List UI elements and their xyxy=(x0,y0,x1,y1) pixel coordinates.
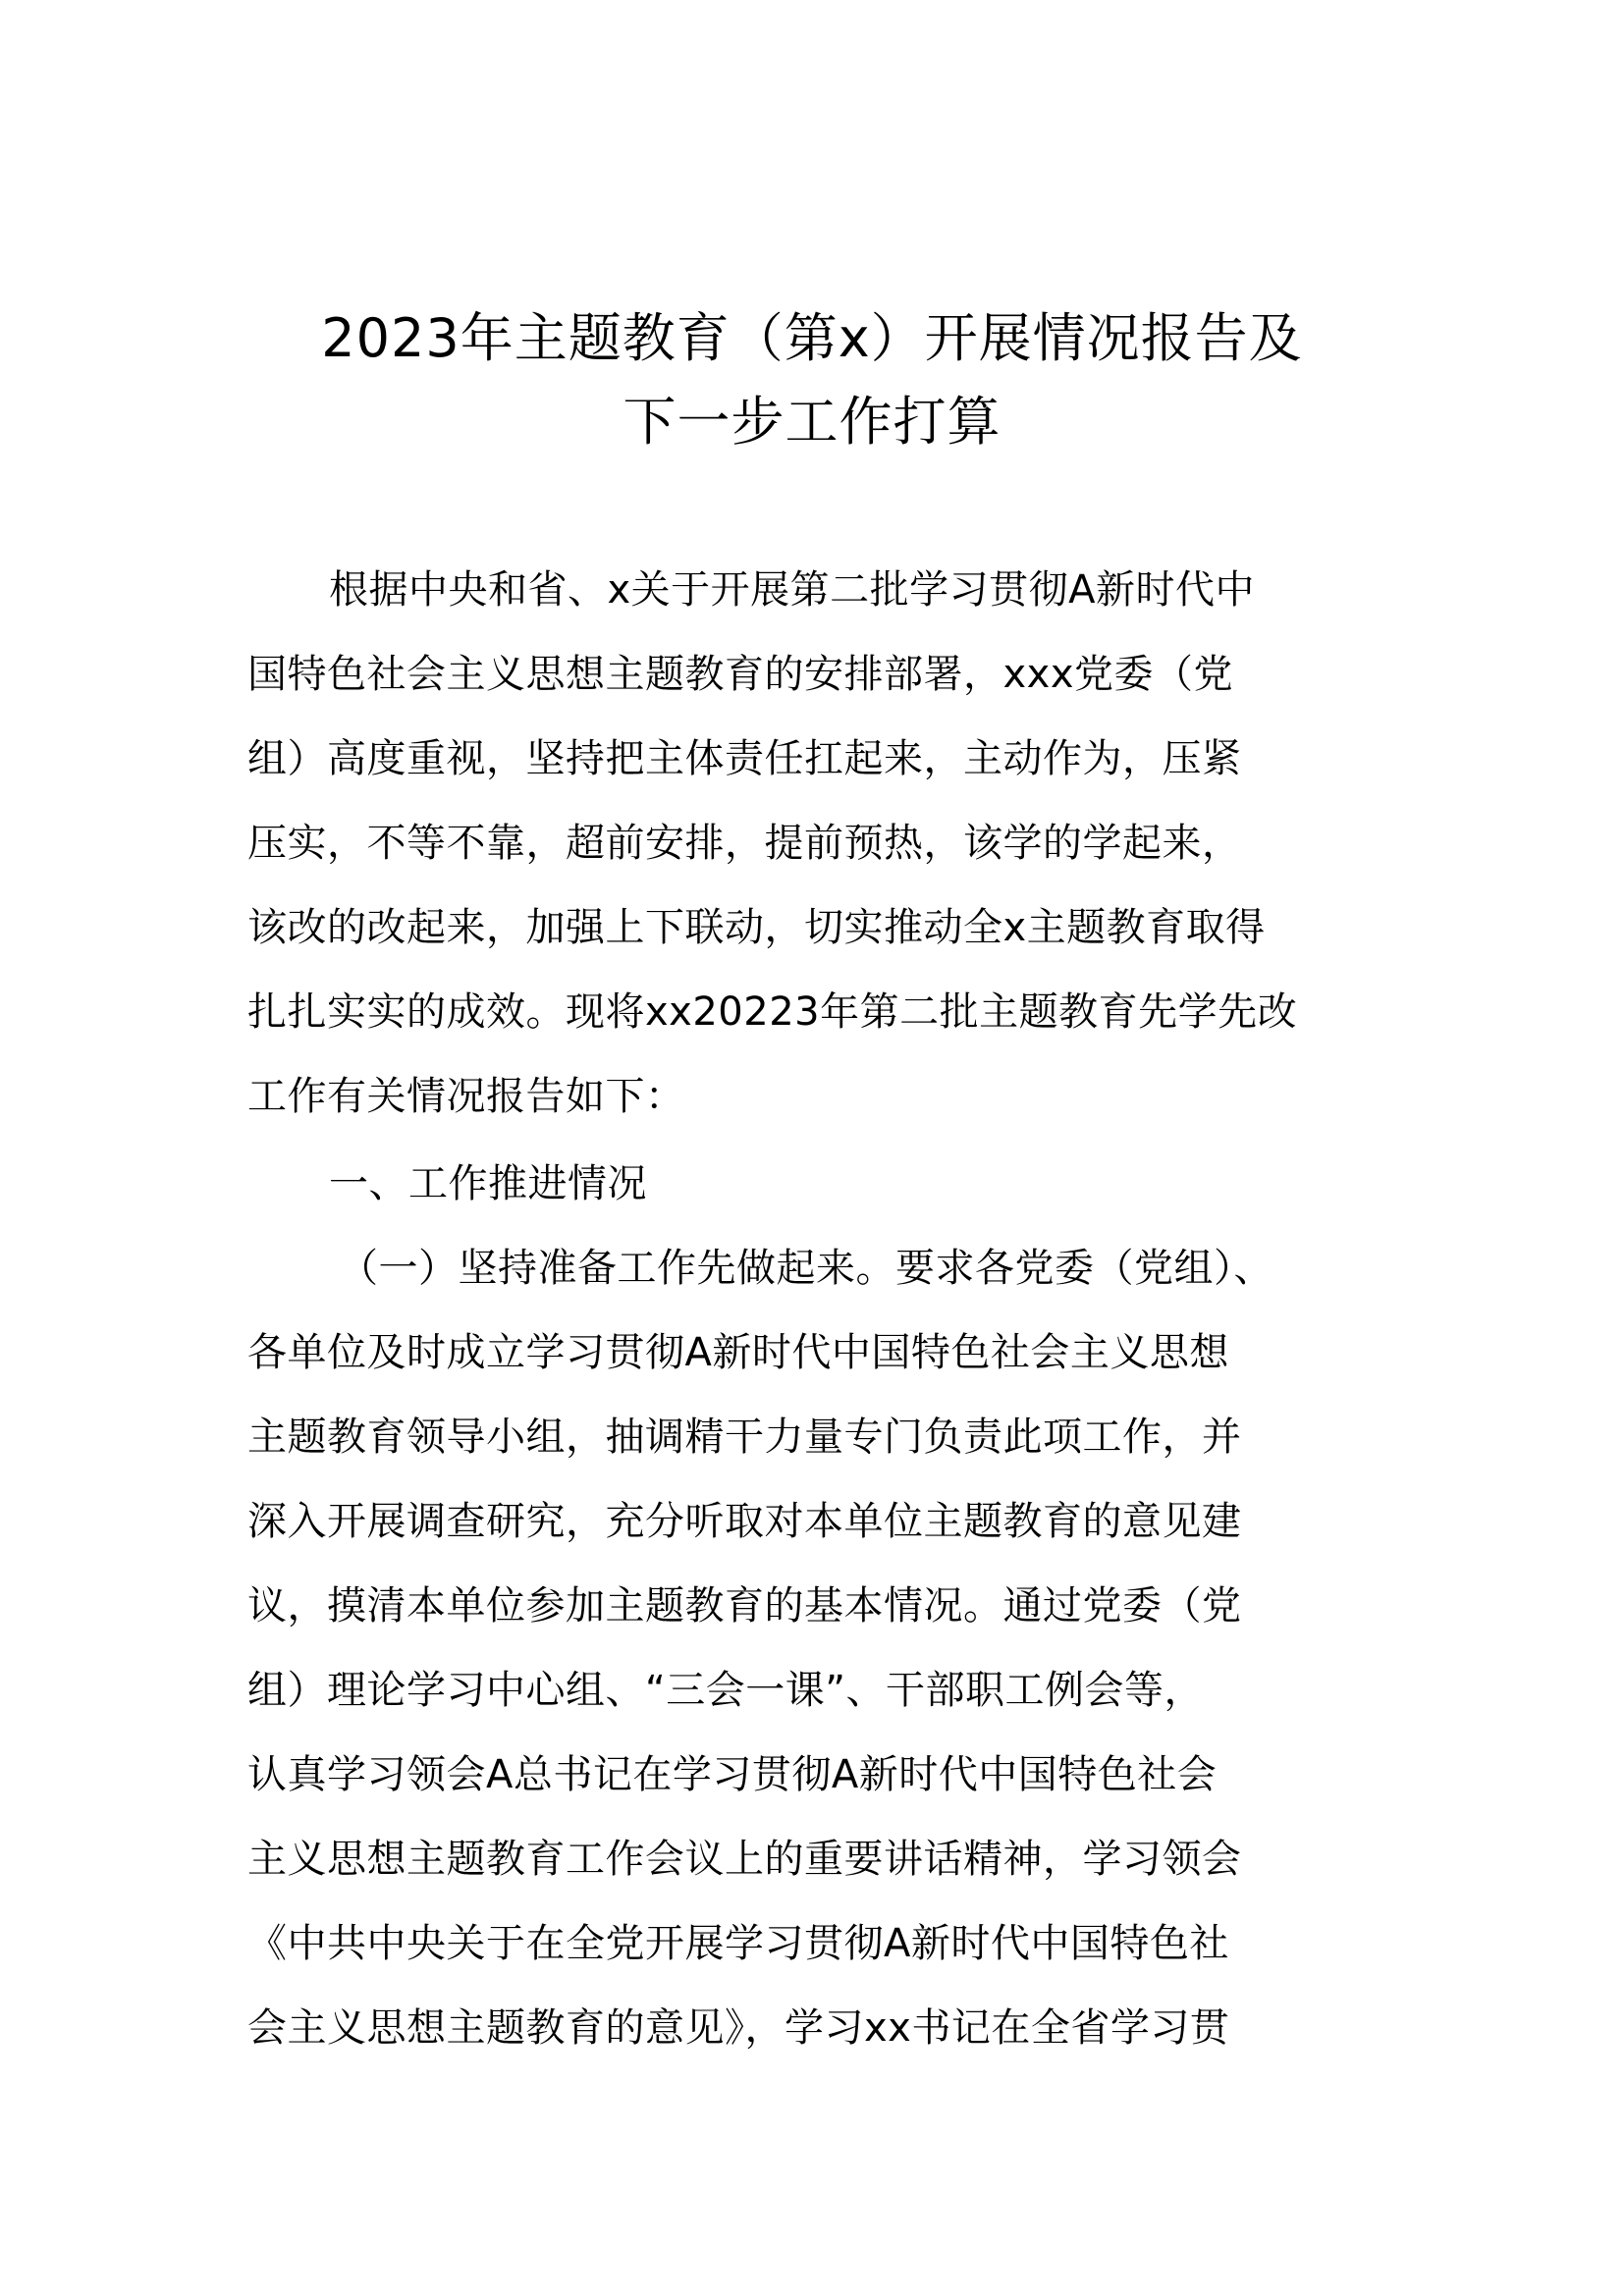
paragraph-section1-line: 各单位及时成立学习贯彻A新时代中国特色社会主义思想 xyxy=(247,1330,1229,1375)
paragraph-intro-line: 组）高度重视，坚持把主体责任扛起来，主动作为，压紧 xyxy=(247,736,1242,781)
paragraph-section1-line: 《中共中央关于在全党开展学习贯彻A新时代中国特色社 xyxy=(247,1921,1229,1966)
paragraph-section1-line: 认真学习领会A总书记在学习贯彻A新时代中国特色社会 xyxy=(247,1752,1218,1797)
paragraph-section1-line: 议，摸清本单位参加主题教育的基本情况。通过党委（党 xyxy=(247,1583,1242,1629)
paragraph-section1-line: 会主义思想主题教育的意见》，学习xx书记在全省学习贯 xyxy=(247,2005,1230,2051)
paragraph-intro-line: 该改的改起来，加强上下联动，切实推动全x主题教育取得 xyxy=(247,905,1266,950)
paragraph-intro-line: 压实，不等不靠，超前安排，提前预热，该学的学起来， xyxy=(247,821,1242,866)
paragraph-intro-line: 根据中央和省、x关于开展第二批学习贯彻A新时代中 xyxy=(329,567,1256,613)
paragraph-intro-line: 国特色社会主义思想主题教育的安排部署，xxx党委（党 xyxy=(247,652,1234,697)
paragraph-intro-line: 工作有关情况报告如下： xyxy=(247,1074,685,1119)
section-heading-1: 一、工作推进情况 xyxy=(329,1161,647,1206)
paragraph-section1-line: 主题教育领导小组，抽调精干力量专门负责此项工作，并 xyxy=(247,1415,1242,1460)
paragraph-section1-line: 组）理论学习中心组、“三会一课”、干部职工例会等， xyxy=(247,1668,1204,1713)
document-title-line-1: 2023年主题教育（第x）开展情况报告及 xyxy=(321,307,1303,369)
paragraph-section1-line: 深入开展调查研究，充分听取对本单位主题教育的意见建 xyxy=(247,1499,1242,1544)
paragraph-section1-line: 主义思想主题教育工作会议上的重要讲话精神，学习领会 xyxy=(247,1837,1242,1882)
paragraph-section1-line: （一）坚持准备工作先做起来。要求各党委（党组）、 xyxy=(339,1246,1273,1291)
document-title-line-2: 下一步工作打算 xyxy=(623,391,1001,453)
paragraph-intro-line: 扎扎实实的成效。现将xx20223年第二批主题教育先学先改 xyxy=(247,989,1298,1035)
